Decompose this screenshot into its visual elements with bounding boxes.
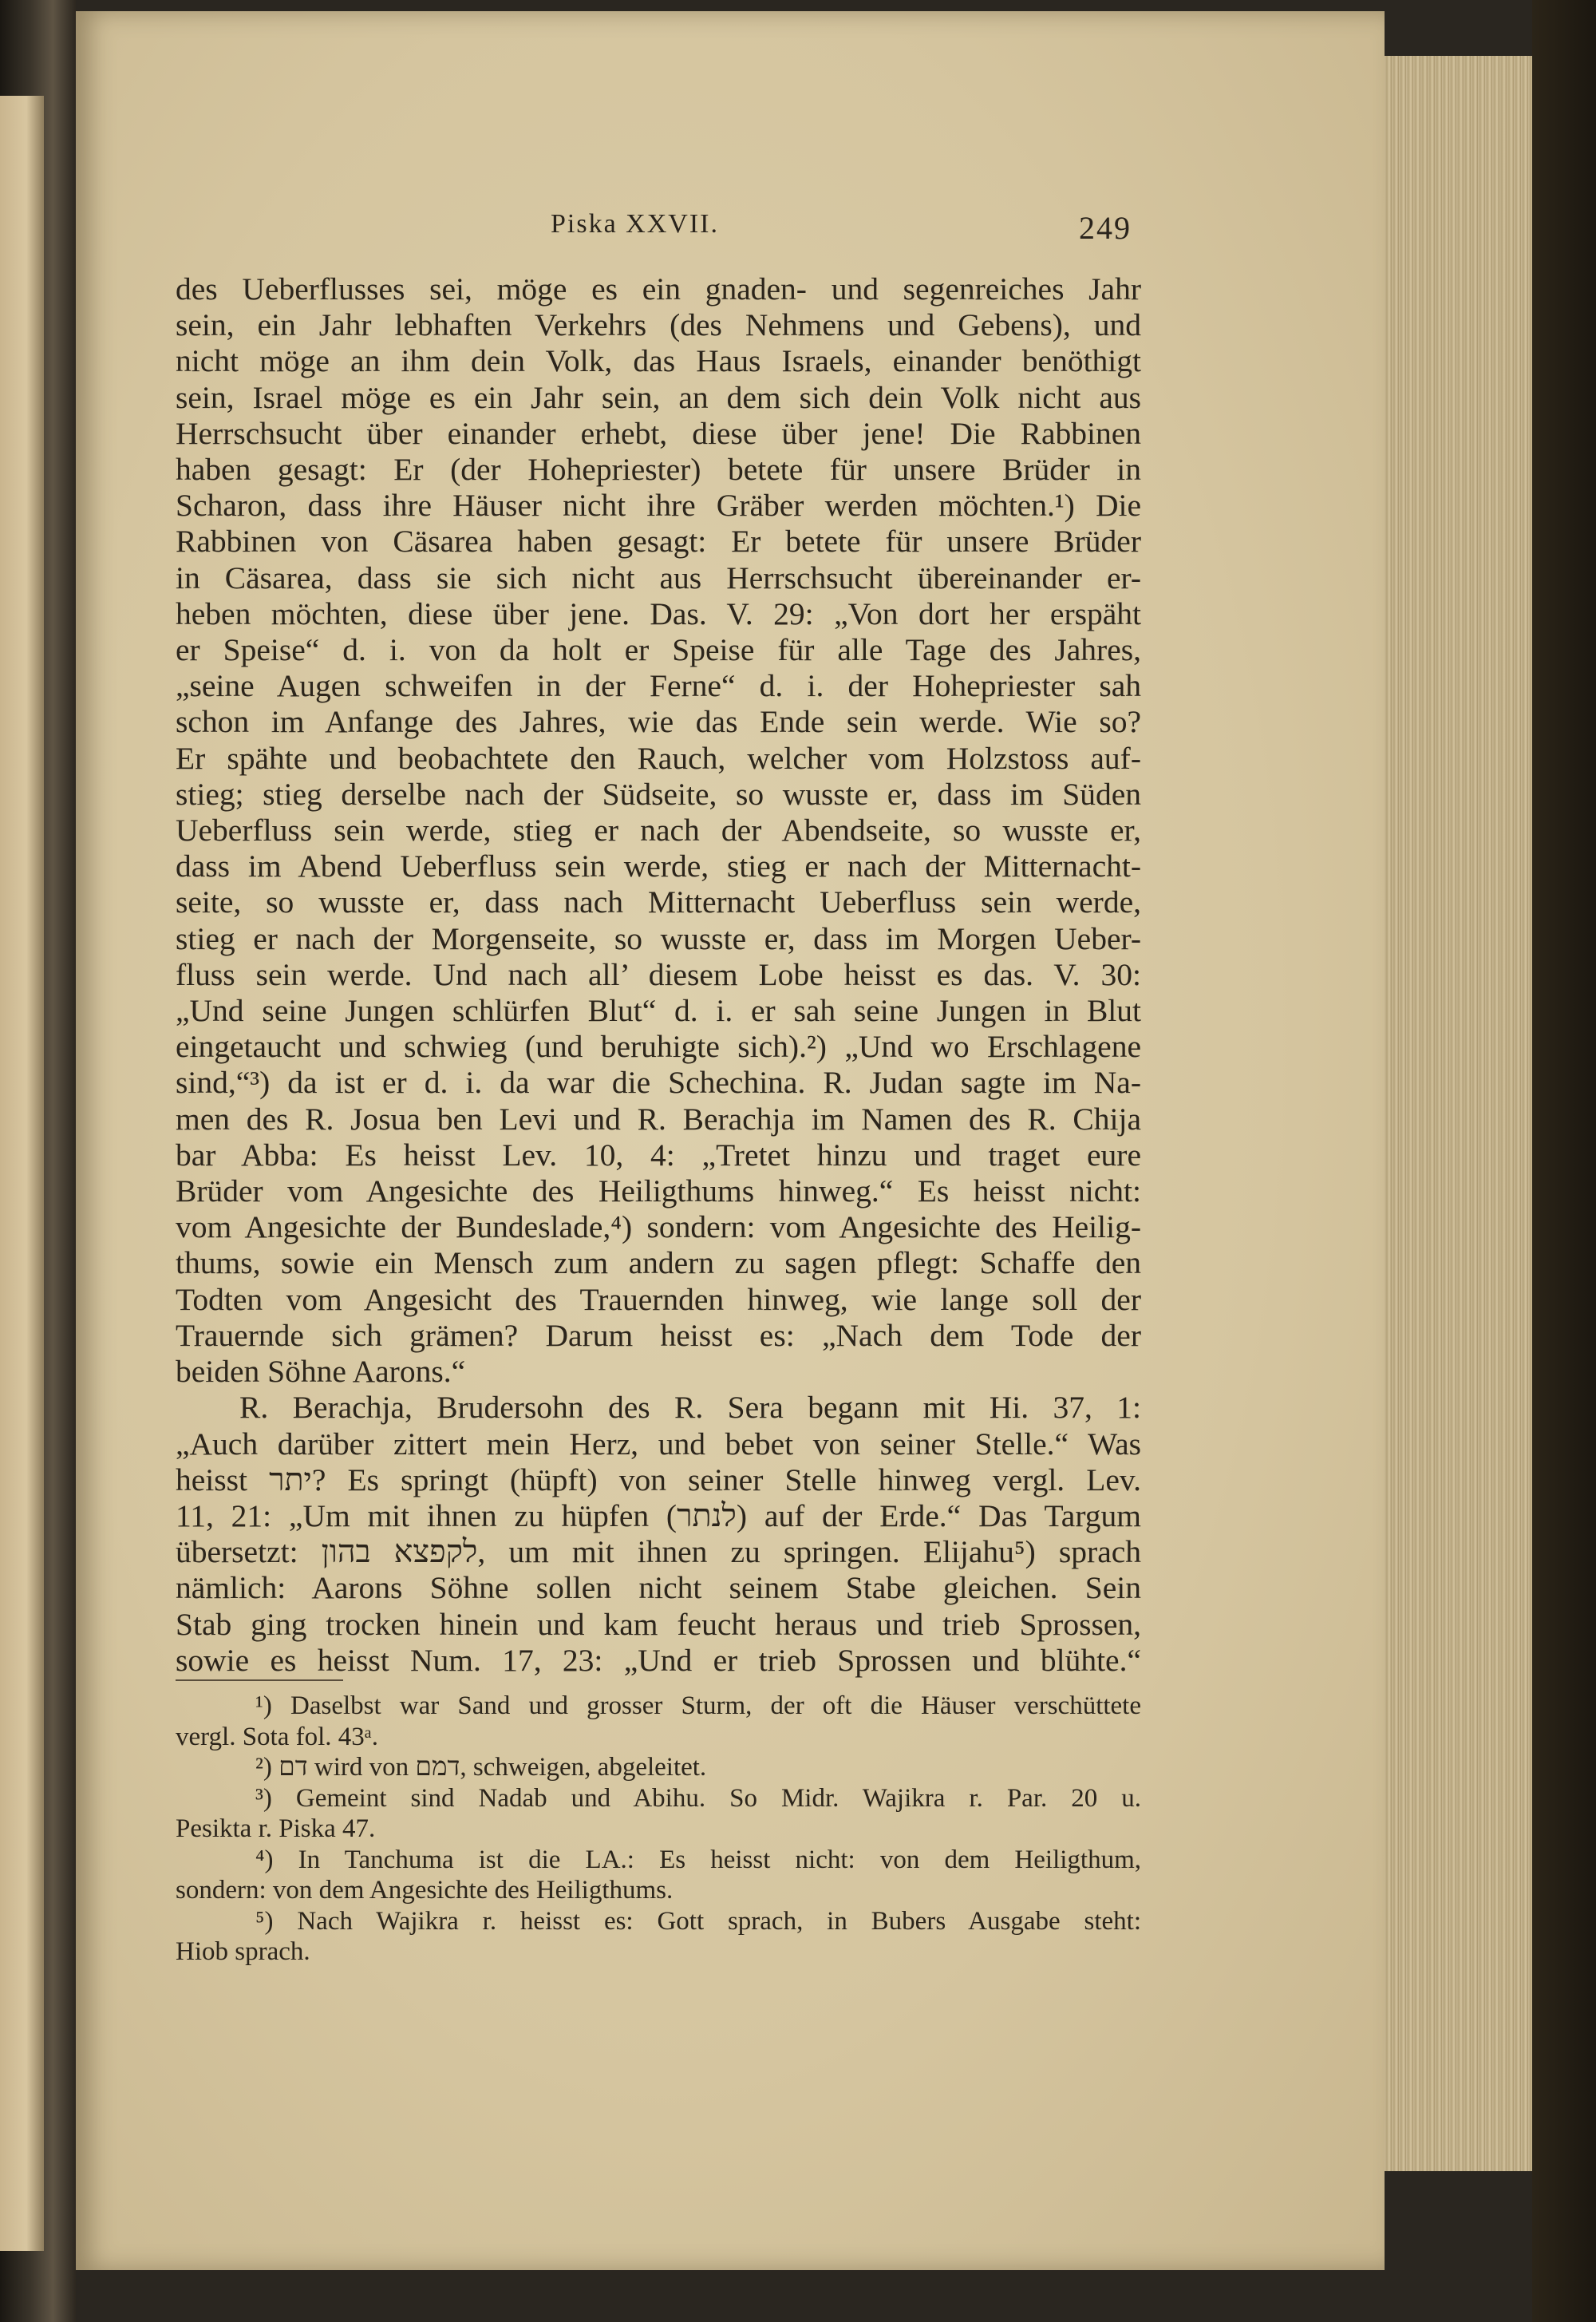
footnote-1-line-1: ¹) Daselbst war Sand und grosser Sturm, der oft die Häuser verschüttete bbox=[255, 1691, 1141, 1720]
footnote-rule bbox=[176, 1679, 343, 1681]
body-line: haben gesagt: Er (der Hohepriester) betete für unsere Brüder in bbox=[176, 452, 1141, 488]
facing-page-edge bbox=[0, 96, 44, 2251]
footnote-2-line-1: ²) דם wird von דמם, schweigen, abgeleitet. bbox=[255, 1753, 707, 1782]
body-line: Rabbinen von Cäsarea haben gesagt: Er betete für unsere Brüder bbox=[176, 524, 1141, 560]
body-line: des Ueberflusses sei, möge es ein gnaden- und segenreiches Jahr bbox=[176, 271, 1141, 307]
page-stack-edge bbox=[1385, 56, 1532, 2171]
footnote-4-line-1: ⁴) In Tanchuma ist die LA.: Es heisst nicht: von dem Heiligthum, bbox=[255, 1845, 1141, 1874]
body-line: eingetaucht und schwieg (und beruhigte sich).²) „Und wo Erschlagene bbox=[176, 1029, 1141, 1065]
footnote-5-line-1: ⁵) Nach Wajikra r. heisst es: Gott sprach, in Bubers Ausgabe steht: bbox=[255, 1906, 1141, 1936]
paragraph-line: „Auch darüber zittert mein Herz, und bebet von seiner Stelle.“ Was bbox=[176, 1426, 1141, 1462]
footnote-1-line-2: vergl. Sota fol. 43ᵃ. bbox=[176, 1722, 379, 1751]
footnote-3-line-1: ³) Gemeint sind Nadab und Abihu. So Midr. Wajikra r. Par. 20 u. bbox=[255, 1783, 1141, 1813]
body-line: Scharon, dass ihre Häuser nicht ihre Gräber werden möchten.¹) Die bbox=[176, 488, 1141, 524]
book-gutter-left bbox=[0, 0, 76, 2322]
body-line: sind,“³) da ist er d. i. da war die Schechina. R. Judan sagte im Na- bbox=[176, 1065, 1141, 1101]
footnote-5-line-2: Hiob sprach. bbox=[176, 1937, 310, 1966]
paragraph-line: übersetzt: לקפצא בהון, um mit ihnen zu springen. Elijahu⁵) sprach bbox=[176, 1534, 1142, 1570]
body-line: Herrschsucht über einander erhebt, diese über jene! Die Rabbinen bbox=[176, 415, 1141, 451]
paragraph-line: nämlich: Aarons Söhne sollen nicht seinem Stabe gleichen. Sein bbox=[176, 1570, 1141, 1606]
running-head bbox=[551, 209, 1141, 249]
body-line: seite, so wusste er, dass nach Mitternacht Ueberfluss sein werde, bbox=[176, 884, 1141, 920]
paragraph-line: heisst יתר? Es springt (hüpft) von seiner Stelle hinweg vergl. Lev. bbox=[176, 1462, 1141, 1497]
body-line: vom Angesichte der Bundeslade,⁴) sondern: vom Angesichte des Heilig- bbox=[176, 1209, 1141, 1245]
body-line: stieg; stieg derselbe nach der Südseite, so wusste er, dass im Süden bbox=[176, 776, 1141, 812]
running-head-title: Piska XXVII. bbox=[551, 209, 719, 239]
footnote-3-line-2: Pesikta r. Piska 47. bbox=[176, 1814, 376, 1843]
body-line: stieg er nach der Morgenseite, so wusste er, dass im Morgen Ueber- bbox=[176, 920, 1141, 956]
body-line: Trauernde sich grämen? Darum heisst es: „Nach dem Tode der bbox=[176, 1317, 1141, 1353]
body-line: Ueberfluss sein werde, stieg er nach der Abendseite, so wusste er, bbox=[176, 813, 1141, 848]
body-line: fluss sein werde. Und nach all’ diesem Lobe heisst es das. V. 30: bbox=[176, 956, 1141, 992]
paragraph-line: Stab ging trocken hinein und kam feucht heraus und trieb Sprossen, bbox=[176, 1606, 1141, 1642]
body-line: men des R. Josua ben Levi und R. Berachja im Namen des R. Chija bbox=[176, 1101, 1141, 1137]
body-line: in Cäsarea, dass sie sich nicht aus Herrschsucht übereinander er- bbox=[176, 560, 1141, 595]
body-text bbox=[176, 271, 1141, 1679]
body-line: bar Abba: Es heisst Lev. 10, 4: „Tretet hinzu und traget eure bbox=[176, 1137, 1141, 1173]
paragraph-line: R. Berachja, Brudersohn des R. Sera begann mit Hi. 37, 1: bbox=[239, 1390, 1141, 1426]
footnote-4-line-2: sondern: von dem Angesichte des Heiligthums. bbox=[176, 1876, 674, 1905]
body-line: heben möchten, diese über jene. Das. V. 29: „Von dort her erspäht bbox=[176, 595, 1141, 631]
body-line: dass im Abend Ueberfluss sein werde, stieg er nach der Mitternacht- bbox=[176, 848, 1141, 884]
page-number: 249 bbox=[1079, 210, 1132, 246]
body-line: thums, sowie ein Mensch zum andern zu sagen pflegt: Schaffe den bbox=[176, 1245, 1141, 1281]
body-line: sein, Israel möge es ein Jahr sein, an dem sich dein Volk nicht aus bbox=[176, 379, 1141, 415]
book-cover-right bbox=[1532, 0, 1596, 2322]
body-line: nicht möge an ihm dein Volk, das Haus Israels, einander benöthigt bbox=[176, 343, 1141, 379]
paragraph-line: 11, 21: „Um mit ihnen zu hüpfen (לנתר) auf der Erde.“ Das Targum bbox=[176, 1497, 1142, 1533]
body-line: Er spähte und beobachtete den Rauch, welcher vom Holzstoss auf- bbox=[176, 740, 1141, 776]
body-line: schon im Anfange des Jahres, wie das Ende sein werde. Wie so? bbox=[176, 704, 1141, 740]
body-line: Brüder vom Angesichte des Heiligthums hinweg.“ Es heisst nicht: bbox=[176, 1173, 1141, 1209]
body-line: beiden Söhne Aarons.“ bbox=[176, 1354, 466, 1390]
paragraph-line: sowie es heisst Num. 17, 23: „Und er trieb Sprossen und blühte.“ bbox=[176, 1642, 1141, 1678]
body-line: „Und seine Jungen schlürfen Blut“ d. i. er sah seine Jungen in Blut bbox=[176, 993, 1141, 1029]
body-line: „seine Augen schweifen in der Ferne“ d. i. der Hohepriester sah bbox=[176, 668, 1141, 704]
body-line: er Speise“ d. i. von da holt er Speise für alle Tage des Jahres, bbox=[176, 632, 1141, 668]
body-line: sein, ein Jahr lebhaften Verkehrs (des Nehmens und Gebens), und bbox=[176, 307, 1141, 343]
body-line: Todten vom Angesicht des Trauernden hinweg, wie lange soll der bbox=[176, 1281, 1141, 1317]
footnotes bbox=[176, 1691, 1141, 1968]
